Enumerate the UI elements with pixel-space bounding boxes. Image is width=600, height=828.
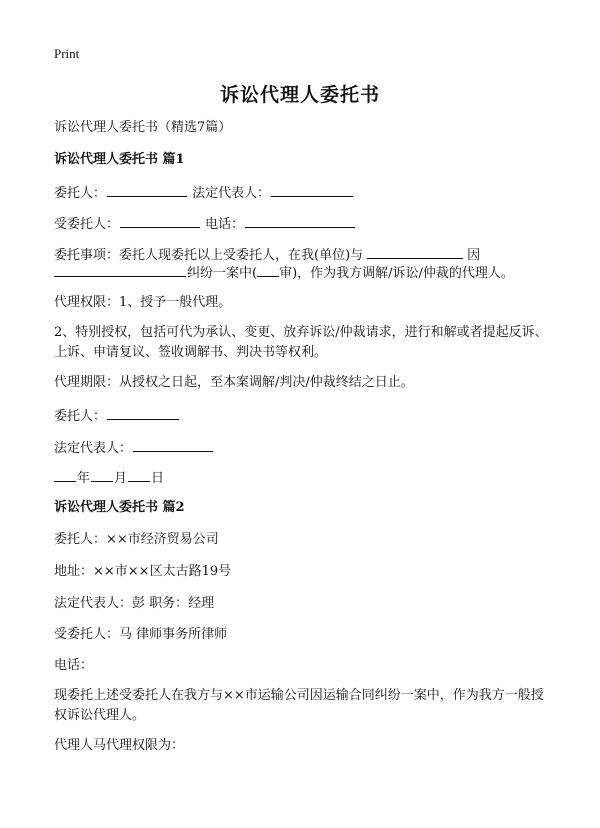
document-subtitle: 诉讼代理人委托书（精选7篇） [54,120,232,135]
date-year-label: 年 [77,471,91,486]
principal-company-line: 委托人：××市经济贸易公司 [54,532,219,547]
print-link[interactable]: Print [54,46,80,61]
principal-label: 委托人： [54,186,107,201]
date-day-label: 日 [151,471,165,486]
legal-rep-blank [271,182,353,197]
term-line: 代理期限：从授权之日起，至本案调解/判决/仲裁终结之日止。 [54,375,414,390]
matter-text-1: 委托事项：委托人现委托以上受委托人，在我(单位)与 [54,248,364,263]
instance-blank [257,262,279,277]
legal-rep-label: 法定代表人： [192,186,271,201]
sign-legal-rep-blank [133,437,213,452]
matter-text-4: 审)，作为我方调解/诉讼/仲裁的代理人。 [279,266,514,281]
matter-text-2: 因 [467,248,481,263]
legal-rep-line: 法定代表人：彭 职务：经理 [54,596,215,611]
section-heading-1: 诉讼代理人委托书 篇1 [54,152,185,167]
address-line: 地址：××市××区太古路19号 [54,564,232,579]
matter-text-3: 纠纷一案中( [187,266,258,281]
phone-label: 电话： [205,217,245,232]
page-title: 诉讼代理人委托书 [219,84,380,106]
agent-line [54,213,554,235]
date-month-label: 月 [114,471,128,486]
dispute-blank [54,262,186,277]
sign-principal-blank [107,405,179,420]
agent-lawyer-line: 受委托人：马 律师事务所律师 [54,627,228,642]
phone-line: 电话： [54,658,94,673]
sign-legal-rep-line [54,437,554,459]
day-blank [128,467,150,482]
month-blank [91,467,113,482]
date-line [54,467,554,489]
section-heading-2: 诉讼代理人委托书 篇2 [54,500,185,515]
year-blank [54,467,76,482]
opponent-blank [367,244,463,259]
principal-blank [107,182,187,197]
entrust-paragraph: 现委托上述受委托人在我方与××市运输公司因运输合同纠纷一案中，作为我方一般授权诉讼代理人。 [54,688,544,723]
authority-line: 代理权限：1、授予一般代理。 [54,295,232,310]
principal-line [54,182,554,204]
agent-label: 受委托人： [54,217,120,232]
sign-principal-line [54,405,554,427]
agent-blank [120,213,200,228]
matter-line-2 [54,262,554,284]
sign-principal-label: 委托人： [54,409,107,424]
agent-authority-line: 代理人马代理权限为： [54,738,185,753]
sign-legal-rep-label: 法定代表人： [54,441,133,456]
phone-blank [245,213,355,228]
special-authority-paragraph: 2、特别授权，包括可代为承认、变更、放弃诉讼/仲裁请求，进行和解或者提起反诉、上诉、申请复议、签收调解书、判决书等权利。 [54,325,548,360]
